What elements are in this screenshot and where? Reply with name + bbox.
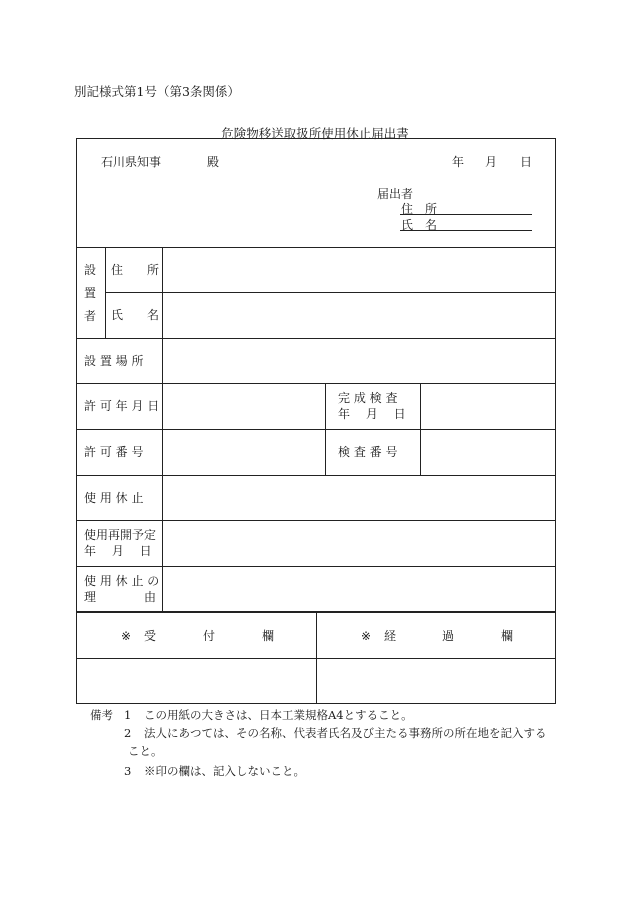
notifier-address-label: 住 所 [401, 202, 438, 216]
row-divider [76, 475, 556, 476]
installer-group-char: 者 [84, 309, 97, 323]
notifier-name-label: 氏 名 [401, 218, 438, 232]
notifier-name-line [400, 230, 532, 231]
recipient-honorific: 殿 [207, 155, 220, 169]
progress-heading-char: 欄 [501, 629, 514, 643]
date-day-label: 日 [520, 155, 533, 169]
reception-heading-char: 受 [144, 629, 157, 643]
note-text-continuation: こと。 [128, 744, 163, 758]
reception-heading-char: 付 [203, 629, 216, 643]
suspension-label: 使 用 休 止 [84, 491, 144, 505]
column-divider [316, 612, 317, 704]
form-number-label: 別記様式第1号（第3条関係） [74, 84, 240, 99]
note-number: 3 [124, 764, 132, 778]
resume-plan-label: 使用再開予定 [84, 528, 157, 542]
column-divider [420, 383, 421, 475]
row-divider [76, 429, 556, 430]
progress-heading-char: 経 [384, 629, 397, 643]
note-number: 2 [124, 726, 132, 740]
inspection-number-label: 検 査 番 号 [338, 445, 398, 459]
row-divider [76, 247, 556, 248]
suspension-reason-label: 使 用 休 止 の [84, 574, 160, 588]
location-label: 設 置 場 所 [84, 354, 144, 368]
date-month-label: 月 [485, 155, 498, 169]
column-divider [325, 383, 326, 475]
resume-plan-date-label: 年 月 日 [84, 544, 152, 558]
installer-group-char: 置 [84, 286, 97, 300]
completion-inspection-label: 完 成 検 査 [338, 391, 398, 405]
permit-date-label: 許 可 年 月 日 [84, 399, 160, 413]
permit-number-label: 許 可 番 号 [84, 445, 144, 459]
note-text: ※印の欄は、記入しないこと。 [144, 764, 305, 778]
column-divider [105, 247, 106, 338]
completion-inspection-date-label: 年 月 日 [338, 407, 406, 421]
document-title: 危険物移送取扱所使用休止届出書 [221, 126, 409, 141]
row-divider [76, 338, 556, 339]
reception-mark: ※ [121, 629, 132, 643]
column-divider [162, 247, 163, 612]
installer-name-label: 氏 名 [111, 308, 160, 322]
installer-address-label: 住 所 [111, 263, 160, 277]
row-divider [76, 566, 556, 567]
note-number: 1 [124, 708, 132, 722]
note-text: 法人にあつては、その名称、代表者氏名及び主たる事務所の所在地を記入する [144, 726, 547, 740]
row-divider [76, 383, 556, 384]
note-text: この用紙の大きさは、日本工業規格A4とすること。 [144, 708, 413, 722]
progress-heading-char: 過 [442, 629, 455, 643]
row-divider [105, 292, 556, 293]
progress-mark: ※ [361, 629, 372, 643]
notifier-address-line [400, 214, 532, 215]
row-divider [76, 520, 556, 521]
notes-label: 備考 [90, 708, 113, 722]
installer-group-char: 設 [84, 263, 97, 277]
date-year-label: 年 [452, 155, 465, 169]
reception-heading-char: 欄 [262, 629, 275, 643]
suspension-reason-label-2: 理 由 [84, 590, 157, 604]
recipient-name: 石川県知事 [101, 155, 162, 169]
notifier-label: 届出者 [377, 187, 414, 201]
